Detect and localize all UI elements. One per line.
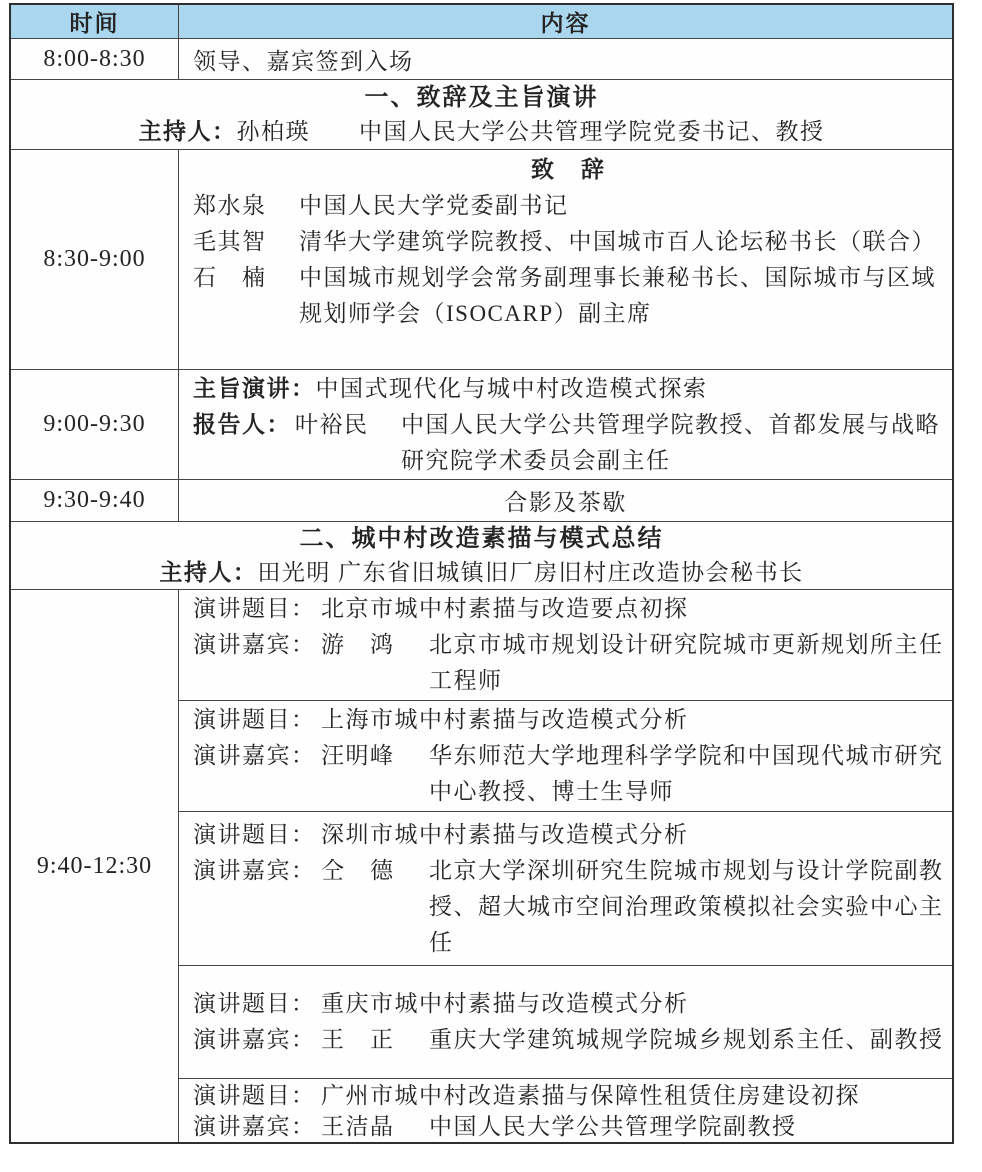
content-cell	[179, 370, 952, 479]
talk-guest-desc: 华东师范大学地理科学学院和中国现代城市研究中心教授、博士生导师	[429, 743, 944, 804]
keynote-title: 中国式现代化与城中村改造模式探索	[315, 375, 708, 401]
talk-title: 北京市城中村素描与改造要点初探	[321, 596, 689, 621]
host-text: 田光明 广东省旧城镇旧厂房旧村庄改造协会秘书长	[257, 559, 804, 585]
talk-guest-name: 游 鸿	[321, 632, 395, 657]
table-header-row	[11, 5, 952, 38]
speaker-name: 毛其智	[193, 229, 267, 254]
speaker-desc: 清华大学建筑学院教授、中国城市百人论坛秘书长（联合）	[299, 229, 936, 254]
talk-guest-line	[193, 738, 944, 810]
talks-list	[179, 590, 952, 1142]
talk-guest-name: 王洁晶	[321, 1113, 395, 1139]
section-2-row	[11, 521, 952, 589]
host-label: 主持人：	[138, 118, 237, 144]
talk-title-line	[193, 1080, 944, 1111]
speaker-name: 石 楠	[193, 265, 267, 290]
speaker-item	[193, 224, 944, 260]
section-1-title: 一、致辞及主旨演讲	[364, 84, 599, 111]
talk-guest-desc: 重庆大学建筑城规学院城乡规划系主任、副教授	[429, 1027, 944, 1052]
talk-guest-line	[193, 627, 944, 699]
talk-guest-desc: 北京市城市规划设计研究院城市更新规划所主任工程师	[429, 632, 944, 693]
talk-guest-name: 汪明峰	[321, 743, 395, 768]
talk-guest-name: 王 正	[321, 1027, 395, 1052]
talk-guest-label: 演讲嘉宾：	[193, 857, 316, 883]
reporter-label: 报告人：	[193, 411, 291, 437]
speeches-heading: 致 辞	[531, 157, 606, 182]
talk-guest-desc: 北京大学深圳研究生院城市规划与设计学院副教授、超大城市空间治理政策模拟社会实验中心主任	[429, 857, 944, 955]
row-speeches	[11, 149, 952, 369]
keynote-title-line	[193, 371, 944, 407]
speaker-desc: 中国城市规划学会常务副理事长兼秘书长、国际城市与区域规划师学会（ISOCARP）副主席	[299, 265, 936, 326]
talk-guest-line	[193, 1111, 944, 1142]
talk-guest-label: 演讲嘉宾：	[193, 632, 316, 657]
section-2-title: 二、城中村改造素描与模式总结	[299, 525, 664, 552]
content-cell: 合影及茶歇	[504, 490, 627, 515]
talk-title: 上海市城中村素描与改造模式分析	[321, 707, 689, 732]
talk-guest-label: 演讲嘉宾：	[193, 1113, 316, 1139]
talk-title-line	[193, 986, 944, 1022]
talk-title-label: 演讲题目：	[193, 707, 316, 732]
content-cell	[179, 150, 952, 369]
row-talks	[11, 589, 952, 1142]
talk-title-line	[193, 817, 944, 853]
column-header-content: 内容	[540, 11, 591, 36]
row-photo-break	[11, 479, 952, 521]
talk-title-line	[193, 702, 944, 738]
talk-title-label: 演讲题目：	[193, 1082, 316, 1108]
talk-title-label: 演讲题目：	[193, 991, 316, 1016]
talk-guest-desc: 中国人民大学公共管理学院副教授	[429, 1113, 797, 1139]
talk-title: 重庆市城中村素描与改造模式分析	[321, 991, 689, 1016]
talk-item-chongqing	[179, 965, 952, 1078]
time-cell: 9:30-9:40	[11, 480, 179, 521]
talk-title: 深圳市城中村素描与改造模式分析	[321, 821, 689, 847]
talk-item-guangzhou	[179, 1078, 952, 1142]
talk-guest-name: 仝 德	[321, 857, 395, 883]
speaker-item	[193, 260, 944, 332]
speaker-desc: 中国人民大学党委副书记	[299, 193, 569, 218]
talk-guest-line	[193, 1022, 944, 1058]
talk-guest-line	[193, 853, 944, 961]
row-signin	[11, 38, 952, 79]
row-keynote	[11, 369, 952, 479]
speaker-item	[193, 188, 944, 224]
keynote-label: 主旨演讲：	[193, 375, 316, 401]
time-cell: 8:30-9:00	[11, 150, 179, 369]
time-cell: 8:00-8:30	[11, 39, 179, 79]
section-2-host	[11, 556, 952, 590]
time-cell: 9:00-9:30	[11, 370, 179, 479]
reporter-name: 叶裕民	[295, 411, 369, 437]
talk-item-shanghai	[179, 700, 952, 811]
reporter-desc: 中国人民大学公共管理学院教授、首都发展与战略研究院学术委员会副主任	[401, 411, 940, 473]
keynote-reporter-line	[193, 407, 944, 479]
section-1-host	[11, 115, 952, 149]
talk-title: 广州市城中村改造素描与保障性租赁住房建设初探	[321, 1082, 860, 1108]
column-header-time: 时间	[11, 5, 179, 38]
section-1-row	[11, 79, 952, 149]
talk-guest-label: 演讲嘉宾：	[193, 1027, 316, 1052]
content-cell: 领导、嘉宾签到入场	[193, 48, 414, 74]
agenda-table	[9, 3, 954, 1144]
talk-item-beijing	[179, 590, 952, 700]
talk-item-shenzhen	[179, 811, 952, 965]
time-cell: 9:40-12:30	[11, 590, 179, 1142]
talk-title-label: 演讲题目：	[193, 596, 316, 621]
host-text: 孙柏瑛 中国人民大学公共管理学院党委书记、教授	[236, 118, 825, 144]
talk-title-label: 演讲题目：	[193, 821, 316, 847]
talk-title-line	[193, 591, 944, 627]
speaker-name: 郑水泉	[193, 193, 267, 218]
talk-guest-label: 演讲嘉宾：	[193, 743, 316, 768]
host-label: 主持人：	[159, 559, 258, 585]
